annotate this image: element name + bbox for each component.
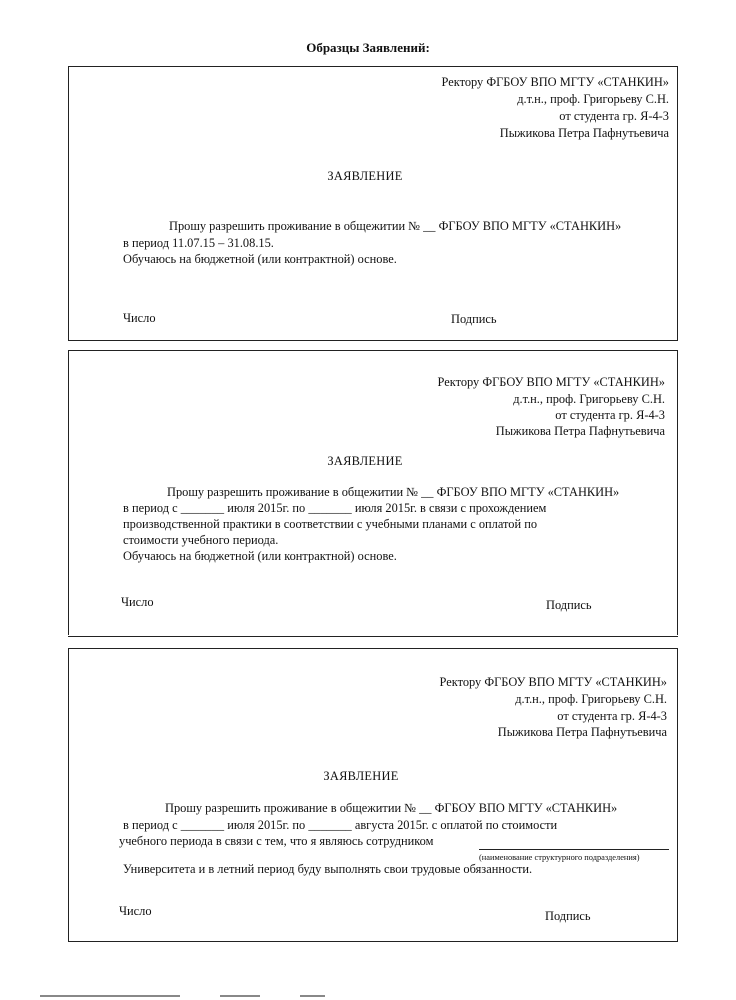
- addressee-line: Пыжикова Петра Пафнутьевича: [499, 126, 669, 140]
- department-caption: (наименование структурного подразделения): [479, 853, 640, 862]
- scan-artifact: [40, 995, 180, 997]
- addressee-line: Пыжикова Петра Пафнутьевича: [495, 424, 665, 438]
- application-form-3: [68, 649, 678, 941]
- application-heading: ЗАЯВЛЕНИЕ: [323, 769, 399, 783]
- body-line: Обучаюсь на бюджетной (или контрактной) основе.: [123, 252, 397, 266]
- scan-artifact: [300, 995, 325, 997]
- body-line: Прошу разрешить проживание в общежитии № __ ФГБОУ ВПО МГТУ «СТАНКИН»: [169, 219, 622, 233]
- addressee-line: от студента гр. Я-4-3: [555, 408, 665, 422]
- scan-artifact: [220, 995, 260, 997]
- application-heading: ЗАЯВЛЕНИЕ: [327, 169, 403, 183]
- body-line: стоимости учебного периода.: [123, 533, 279, 547]
- addressee-line: Ректору ФГБОУ ВПО МГТУ «СТАНКИН»: [437, 375, 665, 389]
- addressee-line: Ректору ФГБОУ ВПО МГТУ «СТАНКИН»: [439, 675, 667, 689]
- application-form-1: [68, 66, 678, 340]
- signature-label: Подпись: [451, 312, 497, 326]
- body-line: Университета и в летний период буду выполнять свои трудовые обязанности.: [123, 862, 533, 876]
- page-title: Образцы Заявлений:: [306, 40, 430, 55]
- addressee-line: от студента гр. Я-4-3: [559, 109, 669, 123]
- form-bottom-edge: [68, 941, 678, 942]
- addressee-line: д.т.н., проф. Григорьеву С.Н.: [517, 92, 669, 106]
- date-label: Число: [123, 311, 156, 325]
- application-heading: ЗАЯВЛЕНИЕ: [327, 454, 403, 468]
- addressee-line: от студента гр. Я-4-3: [557, 709, 667, 723]
- addressee-line: д.т.н., проф. Григорьеву С.Н.: [513, 392, 665, 406]
- addressee-line: д.т.н., проф. Григорьеву С.Н.: [515, 692, 667, 706]
- department-blank: [479, 839, 669, 850]
- date-label: Число: [119, 904, 152, 918]
- body-line: в период с _______ июля 2015г. по _______ августа 2015г. с оплатой по стоимости: [123, 818, 558, 832]
- application-form-2: [68, 351, 678, 635]
- body-line: учебного периода в связи с тем, что я являюсь сотрудником: [119, 834, 434, 848]
- date-label: Число: [121, 595, 154, 609]
- addressee-line: Ректору ФГБОУ ВПО МГТУ «СТАНКИН»: [441, 75, 669, 89]
- signature-label: Подпись: [546, 598, 592, 612]
- body-line: Прошу разрешить проживание в общежитии № __ ФГБОУ ВПО МГТУ «СТАНКИН»: [167, 485, 620, 499]
- body-line: Обучаюсь на бюджетной (или контрактной) основе.: [123, 549, 397, 563]
- cut-line: [68, 636, 678, 637]
- body-line: в период с _______ июля 2015г. по _______ июля 2015г. в связи с прохождением: [123, 501, 547, 515]
- addressee-line: Пыжикова Петра Пафнутьевича: [497, 725, 667, 739]
- body-line: производственной практики в соответствии с учебными планами с оплатой по: [123, 517, 538, 531]
- body-line: в период 11.07.15 – 31.08.15.: [123, 236, 274, 250]
- signature-label: Подпись: [545, 909, 591, 923]
- cut-line: [68, 340, 678, 341]
- body-line: Прошу разрешить проживание в общежитии № __ ФГБОУ ВПО МГТУ «СТАНКИН»: [165, 801, 618, 815]
